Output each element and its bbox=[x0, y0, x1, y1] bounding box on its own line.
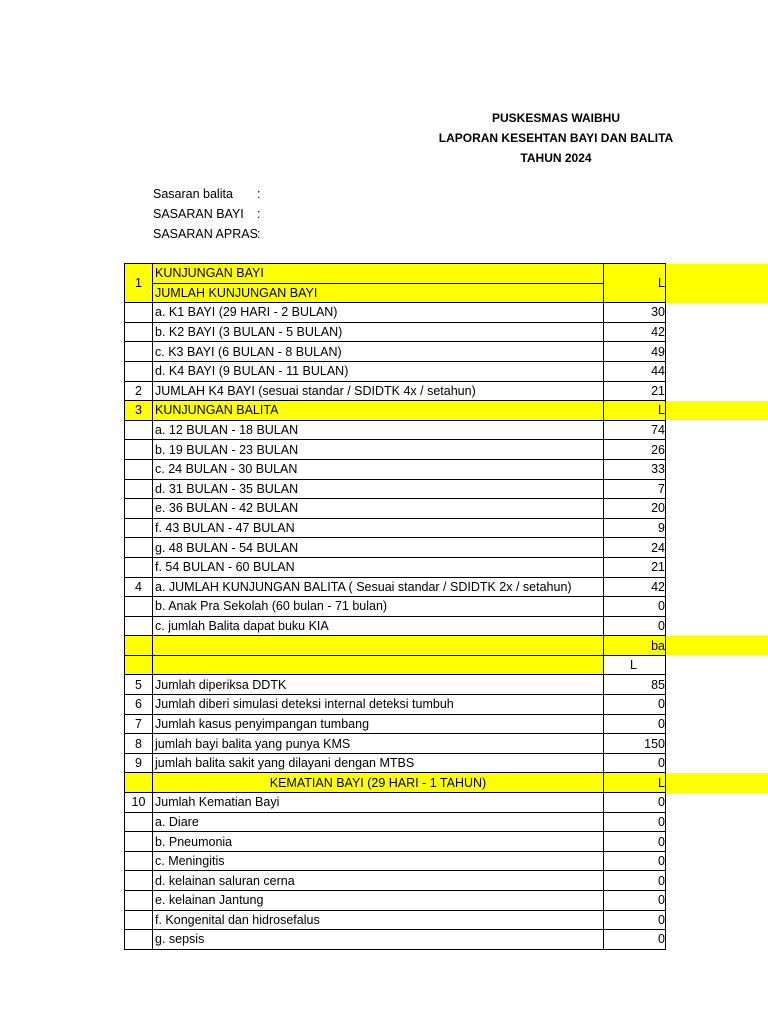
row-value-cell: 0 bbox=[604, 714, 666, 734]
report-year: TAHUN 2024 bbox=[520, 151, 592, 165]
table-row bbox=[125, 518, 666, 538]
row-value-cell: 30 bbox=[604, 303, 666, 323]
row-value-cell: 0 bbox=[604, 695, 666, 715]
table-row bbox=[125, 538, 666, 558]
table-row bbox=[125, 440, 666, 460]
table-row bbox=[125, 499, 666, 519]
row-label-cell: KUNJUNGAN BAYI bbox=[153, 264, 604, 284]
table-row bbox=[125, 303, 666, 323]
report-table bbox=[124, 263, 666, 950]
row-label-cell: f. 43 BULAN - 47 BULAN bbox=[153, 518, 604, 538]
row-value-cell: L bbox=[604, 655, 666, 675]
table-row bbox=[125, 734, 666, 754]
row-value-cell: 42 bbox=[604, 322, 666, 342]
row-value-cell: 0 bbox=[604, 851, 666, 871]
row-label-cell: b. Anak Pra Sekolah (60 bulan - 71 bulan) bbox=[153, 597, 604, 617]
row-value-cell: 0 bbox=[604, 871, 666, 891]
row-label-cell: a. JUMLAH KUNJUNGAN BALITA ( Sesuai standar / SDIDTK 2x / setahun) bbox=[153, 577, 604, 597]
row-label-cell: Jumlah diberi simulasi deteksi internal deteksi tumbuh bbox=[153, 695, 604, 715]
row-value-cell: 33 bbox=[604, 459, 666, 479]
report-header bbox=[0, 108, 768, 168]
table-row bbox=[125, 891, 666, 911]
row-number-cell: 2 bbox=[125, 381, 153, 401]
targets-section bbox=[153, 184, 260, 244]
row-value-cell: 24 bbox=[604, 538, 666, 558]
report-title: LAPORAN KESEHTAN BAYI DAN BALITA bbox=[438, 131, 674, 145]
row-number-cell bbox=[125, 597, 153, 617]
row-value-cell: 85 bbox=[604, 675, 666, 695]
table-row bbox=[125, 832, 666, 852]
row-label-cell: b. 19 BULAN - 23 BULAN bbox=[153, 440, 604, 460]
row-number-cell: 5 bbox=[125, 675, 153, 695]
table-row bbox=[125, 557, 666, 577]
row-number-cell bbox=[125, 773, 153, 793]
row-label-cell: e. kelainan Jantung bbox=[153, 891, 604, 911]
row-number-cell bbox=[125, 440, 153, 460]
row-value-cell: 7 bbox=[604, 479, 666, 499]
row-value-cell: 0 bbox=[604, 910, 666, 930]
table-row bbox=[125, 793, 666, 813]
row-number-cell bbox=[125, 342, 153, 362]
table-row bbox=[125, 773, 666, 793]
row-label-cell: KEMATIAN BAYI (29 HARI - 1 TAHUN) bbox=[153, 773, 604, 793]
row-value-cell: 0 bbox=[604, 891, 666, 911]
row-number-cell bbox=[125, 655, 153, 675]
row-number-cell bbox=[125, 420, 153, 440]
table-row bbox=[125, 636, 666, 656]
row-number-cell bbox=[125, 361, 153, 381]
row-number-cell bbox=[125, 538, 153, 558]
table-row bbox=[125, 577, 666, 597]
table-row bbox=[125, 342, 666, 362]
highlight-band bbox=[666, 773, 768, 793]
row-label-cell: e. 36 BULAN - 42 BULAN bbox=[153, 499, 604, 519]
row-value-cell: 0 bbox=[604, 597, 666, 617]
row-label-cell: KUNJUNGAN BALITA bbox=[153, 401, 604, 421]
table-row bbox=[125, 714, 666, 734]
row-value-cell: 0 bbox=[604, 812, 666, 832]
row-number-cell: 10 bbox=[125, 793, 153, 813]
row-value-cell: 42 bbox=[604, 577, 666, 597]
table-row bbox=[125, 871, 666, 891]
target-sep: : bbox=[257, 227, 261, 241]
row-label-cell: c. jumlah Balita dapat buku KIA bbox=[153, 616, 604, 636]
row-number-cell bbox=[125, 557, 153, 577]
target-row bbox=[153, 204, 260, 224]
table-row bbox=[125, 851, 666, 871]
table-row bbox=[125, 283, 666, 303]
row-value-cell: 44 bbox=[604, 361, 666, 381]
row-label-cell: a. 12 BULAN - 18 BULAN bbox=[153, 420, 604, 440]
table-row bbox=[125, 675, 666, 695]
row-value-cell: 0 bbox=[604, 616, 666, 636]
highlight-band bbox=[666, 401, 768, 421]
row-number-cell bbox=[125, 479, 153, 499]
row-number-cell: 4 bbox=[125, 577, 153, 597]
row-label-cell: a. Diare bbox=[153, 812, 604, 832]
row-number-cell bbox=[125, 303, 153, 323]
table-row bbox=[125, 420, 666, 440]
row-label-cell: d. kelainan saluran cerna bbox=[153, 871, 604, 891]
target-label: SASARAN BAYI bbox=[153, 207, 244, 221]
row-label-cell: a. K1 BAYI (29 HARI - 2 BULAN) bbox=[153, 303, 604, 323]
row-value-cell: 0 bbox=[604, 793, 666, 813]
row-label-cell: c. 24 BULAN - 30 BULAN bbox=[153, 459, 604, 479]
row-label-cell: d. 31 BULAN - 35 BULAN bbox=[153, 479, 604, 499]
row-label-cell: jumlah bayi balita yang punya KMS bbox=[153, 734, 604, 754]
row-label-cell: g. 48 BULAN - 54 BULAN bbox=[153, 538, 604, 558]
table-row bbox=[125, 322, 666, 342]
row-number-cell bbox=[125, 616, 153, 636]
target-label: Sasaran balita bbox=[153, 187, 233, 201]
row-label-cell: c. K3 BAYI (6 BULAN - 8 BULAN) bbox=[153, 342, 604, 362]
row-label-cell: d. K4 BAYI (9 BULAN - 11 BULAN) bbox=[153, 361, 604, 381]
row-number-cell bbox=[125, 871, 153, 891]
row-number-cell: 7 bbox=[125, 714, 153, 734]
row-number-cell: 3 bbox=[125, 401, 153, 421]
table-row bbox=[125, 930, 666, 950]
row-label-cell: Jumlah Kematian Bayi bbox=[153, 793, 604, 813]
highlight-band bbox=[666, 636, 768, 656]
row-number-cell: 8 bbox=[125, 734, 153, 754]
row-number-cell bbox=[125, 636, 153, 656]
row-label-cell: Jumlah diperiksa DDTK bbox=[153, 675, 604, 695]
row-label-cell: g. sepsis bbox=[153, 930, 604, 950]
row-value-cell: L bbox=[604, 264, 666, 303]
row-number-cell bbox=[125, 518, 153, 538]
row-label-cell: f. Kongenital dan hidrosefalus bbox=[153, 910, 604, 930]
row-number-cell bbox=[125, 910, 153, 930]
row-value-cell: L bbox=[604, 401, 666, 421]
highlight-band bbox=[666, 264, 768, 303]
table-row bbox=[125, 695, 666, 715]
table-row bbox=[125, 401, 666, 421]
row-value-cell: 150 bbox=[604, 734, 666, 754]
row-label-cell: b. K2 BAYI (3 BULAN - 5 BULAN) bbox=[153, 322, 604, 342]
row-number-cell: 6 bbox=[125, 695, 153, 715]
table-row bbox=[125, 361, 666, 381]
row-value-cell: 20 bbox=[604, 499, 666, 519]
row-label-cell: JUMLAH K4 BAYI (sesuai standar / SDIDTK 4x / setahun) bbox=[153, 381, 604, 401]
row-label-cell: jumlah balita sakit yang dilayani dengan MTBS bbox=[153, 753, 604, 773]
row-value-cell: 0 bbox=[604, 832, 666, 852]
row-value-cell: 0 bbox=[604, 930, 666, 950]
row-number-cell bbox=[125, 930, 153, 950]
row-value-cell: 49 bbox=[604, 342, 666, 362]
target-label: SASARAN APRAS bbox=[153, 227, 258, 241]
row-label-cell: c. Meningitis bbox=[153, 851, 604, 871]
target-row bbox=[153, 224, 260, 244]
row-value-cell: 21 bbox=[604, 557, 666, 577]
table-row bbox=[125, 597, 666, 617]
table-row bbox=[125, 655, 666, 675]
row-number-cell bbox=[125, 891, 153, 911]
target-sep: : bbox=[257, 187, 261, 201]
row-number-cell: 1 bbox=[125, 264, 153, 303]
row-label-cell bbox=[153, 636, 604, 656]
table-row bbox=[125, 616, 666, 636]
row-value-cell: L bbox=[604, 773, 666, 793]
row-label-cell: JUMLAH KUNJUNGAN BAYI bbox=[153, 283, 604, 303]
row-number-cell bbox=[125, 832, 153, 852]
target-row bbox=[153, 184, 260, 204]
table-row bbox=[125, 812, 666, 832]
row-label-cell: Jumlah kasus penyimpangan tumbang bbox=[153, 714, 604, 734]
table-row bbox=[125, 479, 666, 499]
row-number-cell bbox=[125, 459, 153, 479]
row-label-cell bbox=[153, 655, 604, 675]
row-value-cell: 74 bbox=[604, 420, 666, 440]
row-number-cell bbox=[125, 499, 153, 519]
table-row bbox=[125, 910, 666, 930]
row-value-cell: ba bbox=[604, 636, 666, 656]
row-value-cell: 0 bbox=[604, 753, 666, 773]
row-number-cell bbox=[125, 851, 153, 871]
row-label-cell: f. 54 BULAN - 60 BULAN bbox=[153, 557, 604, 577]
row-label-cell: b. Pneumonia bbox=[153, 832, 604, 852]
row-value-cell: 26 bbox=[604, 440, 666, 460]
row-value-cell: 9 bbox=[604, 518, 666, 538]
table-row bbox=[125, 381, 666, 401]
row-number-cell bbox=[125, 812, 153, 832]
table-row bbox=[125, 459, 666, 479]
table-row bbox=[125, 264, 666, 284]
puskesmas-name: PUSKESMAS WAIBHU bbox=[491, 111, 620, 125]
row-number-cell: 9 bbox=[125, 753, 153, 773]
row-value-cell: 21 bbox=[604, 381, 666, 401]
table-row bbox=[125, 753, 666, 773]
target-sep: : bbox=[257, 207, 261, 221]
row-number-cell bbox=[125, 322, 153, 342]
